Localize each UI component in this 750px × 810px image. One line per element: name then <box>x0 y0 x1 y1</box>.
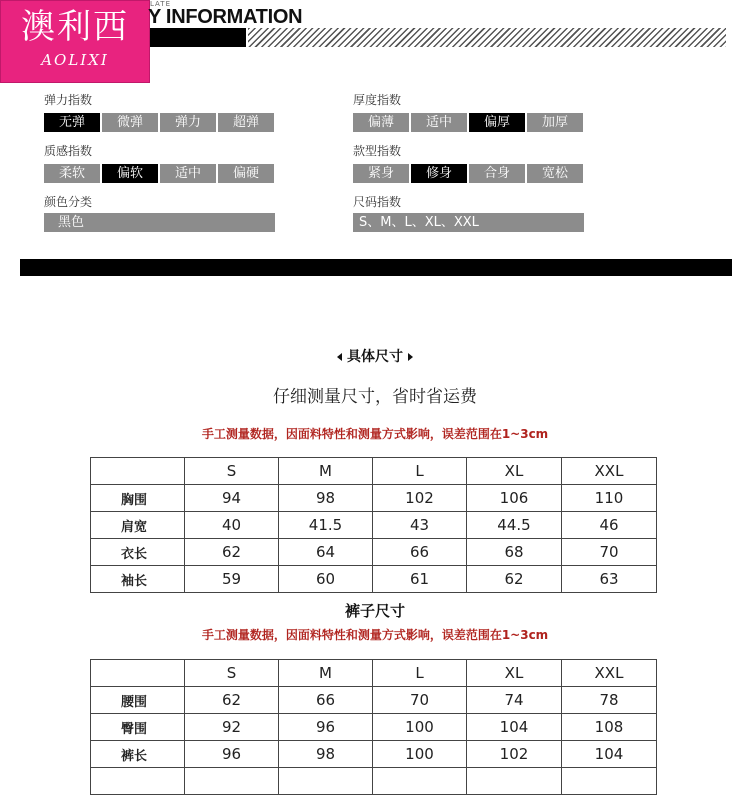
pants-table-title: 裤子尺寸 <box>344 602 405 620</box>
table-cell: 66 <box>373 539 467 566</box>
table-cell: 43 <box>373 512 467 539</box>
fit-label: 款型指数 <box>353 144 402 158</box>
table-cell: 102 <box>373 485 467 512</box>
section-title: 具体尺寸 <box>347 349 403 365</box>
table-header-cell: M <box>279 458 373 485</box>
pants-size-table-body <box>91 660 657 795</box>
header-stripe-bar <box>248 28 726 47</box>
table-header-cell <box>91 660 185 687</box>
table-cell: 96 <box>185 741 279 768</box>
table-cell: 66 <box>279 687 373 714</box>
texture-option: 偏软 <box>102 164 158 183</box>
table-row <box>91 485 657 512</box>
texture-options <box>44 164 276 183</box>
table-header-cell: L <box>373 660 467 687</box>
table-cell: 41.5 <box>279 512 373 539</box>
table-cell: 64 <box>279 539 373 566</box>
table-header-cell: XL <box>467 660 562 687</box>
table-header-cell: S <box>185 660 279 687</box>
table-cell: 70 <box>562 539 657 566</box>
row-header-cell: 肩宽 <box>91 512 185 539</box>
header-small-text: LATE <box>150 0 172 8</box>
table-header-cell: XL <box>467 458 562 485</box>
table-header-cell: M <box>279 660 373 687</box>
top-size-table <box>90 457 657 593</box>
thickness-option: 适中 <box>411 113 467 132</box>
table-row <box>91 768 657 795</box>
size-value: S、M、L、XL、XXL <box>353 213 584 232</box>
table-cell <box>467 768 562 795</box>
elastic-label: 弹力指数 <box>44 93 93 107</box>
table-cell: 68 <box>467 539 562 566</box>
thickness-option: 加厚 <box>527 113 583 132</box>
texture-option: 适中 <box>160 164 216 183</box>
section-subtitle: 仔细测量尺寸，省时省运费 <box>273 387 477 407</box>
table-row <box>91 714 657 741</box>
top-table-note: 手工测量数据，因面料特性和测量方式影响，误差范围在1~3cm <box>201 427 549 441</box>
row-header-cell: 腰围 <box>91 687 185 714</box>
table-cell: 104 <box>467 714 562 741</box>
row-header-cell: 衣长 <box>91 539 185 566</box>
table-cell <box>373 768 467 795</box>
fit-option: 紧身 <box>353 164 409 183</box>
table-header-row <box>91 458 657 485</box>
thickness-options <box>353 113 585 132</box>
fit-options <box>353 164 585 183</box>
table-header-cell <box>91 458 185 485</box>
elastic-option: 无弹 <box>44 113 100 132</box>
section-divider <box>20 259 732 276</box>
table-cell: 62 <box>185 539 279 566</box>
table-row <box>91 566 657 593</box>
elastic-option: 弹力 <box>160 113 216 132</box>
elastic-option: 超弹 <box>218 113 274 132</box>
table-cell: 92 <box>185 714 279 741</box>
table-cell: 98 <box>279 485 373 512</box>
fit-option: 宽松 <box>527 164 583 183</box>
table-cell <box>279 768 373 795</box>
row-header-cell <box>91 768 185 795</box>
top-size-table-body <box>91 458 657 593</box>
table-row <box>91 687 657 714</box>
table-header-row <box>91 660 657 687</box>
table-cell: 62 <box>467 566 562 593</box>
logo-english: AOLIXI <box>41 51 109 69</box>
color-label: 颜色分类 <box>44 195 93 209</box>
table-cell: 59 <box>185 566 279 593</box>
table-cell: 63 <box>562 566 657 593</box>
row-header-cell: 裤长 <box>91 741 185 768</box>
table-cell: 98 <box>279 741 373 768</box>
table-cell: 96 <box>279 714 373 741</box>
table-cell <box>185 768 279 795</box>
table-row <box>91 512 657 539</box>
size-label: 尺码指数 <box>353 195 402 209</box>
table-cell: 70 <box>373 687 467 714</box>
table-cell: 60 <box>279 566 373 593</box>
thickness-option: 偏厚 <box>469 113 525 132</box>
texture-label: 质感指数 <box>44 144 93 158</box>
table-header-cell: S <box>185 458 279 485</box>
brand-logo <box>0 0 150 83</box>
table-cell: 74 <box>467 687 562 714</box>
pants-size-table <box>90 659 657 795</box>
table-header-cell: XXL <box>562 458 657 485</box>
table-cell: 61 <box>373 566 467 593</box>
thickness-option: 偏薄 <box>353 113 409 132</box>
section-title-wrap <box>0 346 750 366</box>
header-black-bar <box>150 28 246 47</box>
left-triangle-icon <box>337 353 342 361</box>
color-value: 黑色 <box>44 213 275 232</box>
row-header-cell: 臀围 <box>91 714 185 741</box>
texture-option: 偏硬 <box>218 164 274 183</box>
pants-table-note: 手工测量数据，因面料特性和测量方式影响，误差范围在1~3cm <box>201 628 549 642</box>
table-cell: 94 <box>185 485 279 512</box>
row-header-cell: 胸围 <box>91 485 185 512</box>
header-title: Y INFORMATION <box>148 6 303 28</box>
table-cell: 100 <box>373 714 467 741</box>
fit-option: 合身 <box>469 164 525 183</box>
table-cell: 62 <box>185 687 279 714</box>
table-cell: 78 <box>562 687 657 714</box>
table-row <box>91 741 657 768</box>
table-cell: 108 <box>562 714 657 741</box>
table-cell: 46 <box>562 512 657 539</box>
fit-option: 修身 <box>411 164 467 183</box>
elastic-options <box>44 113 276 132</box>
table-cell: 44.5 <box>467 512 562 539</box>
table-row <box>91 539 657 566</box>
row-header-cell: 袖长 <box>91 566 185 593</box>
logo-chinese: 澳利西 <box>21 7 129 47</box>
table-header-cell: L <box>373 458 467 485</box>
right-triangle-icon <box>408 353 413 361</box>
table-cell: 102 <box>467 741 562 768</box>
table-cell: 104 <box>562 741 657 768</box>
table-cell <box>562 768 657 795</box>
table-cell: 110 <box>562 485 657 512</box>
table-header-cell: XXL <box>562 660 657 687</box>
texture-option: 柔软 <box>44 164 100 183</box>
table-cell: 40 <box>185 512 279 539</box>
table-cell: 106 <box>467 485 562 512</box>
elastic-option: 微弹 <box>102 113 158 132</box>
table-cell: 100 <box>373 741 467 768</box>
thickness-label: 厚度指数 <box>353 93 402 107</box>
